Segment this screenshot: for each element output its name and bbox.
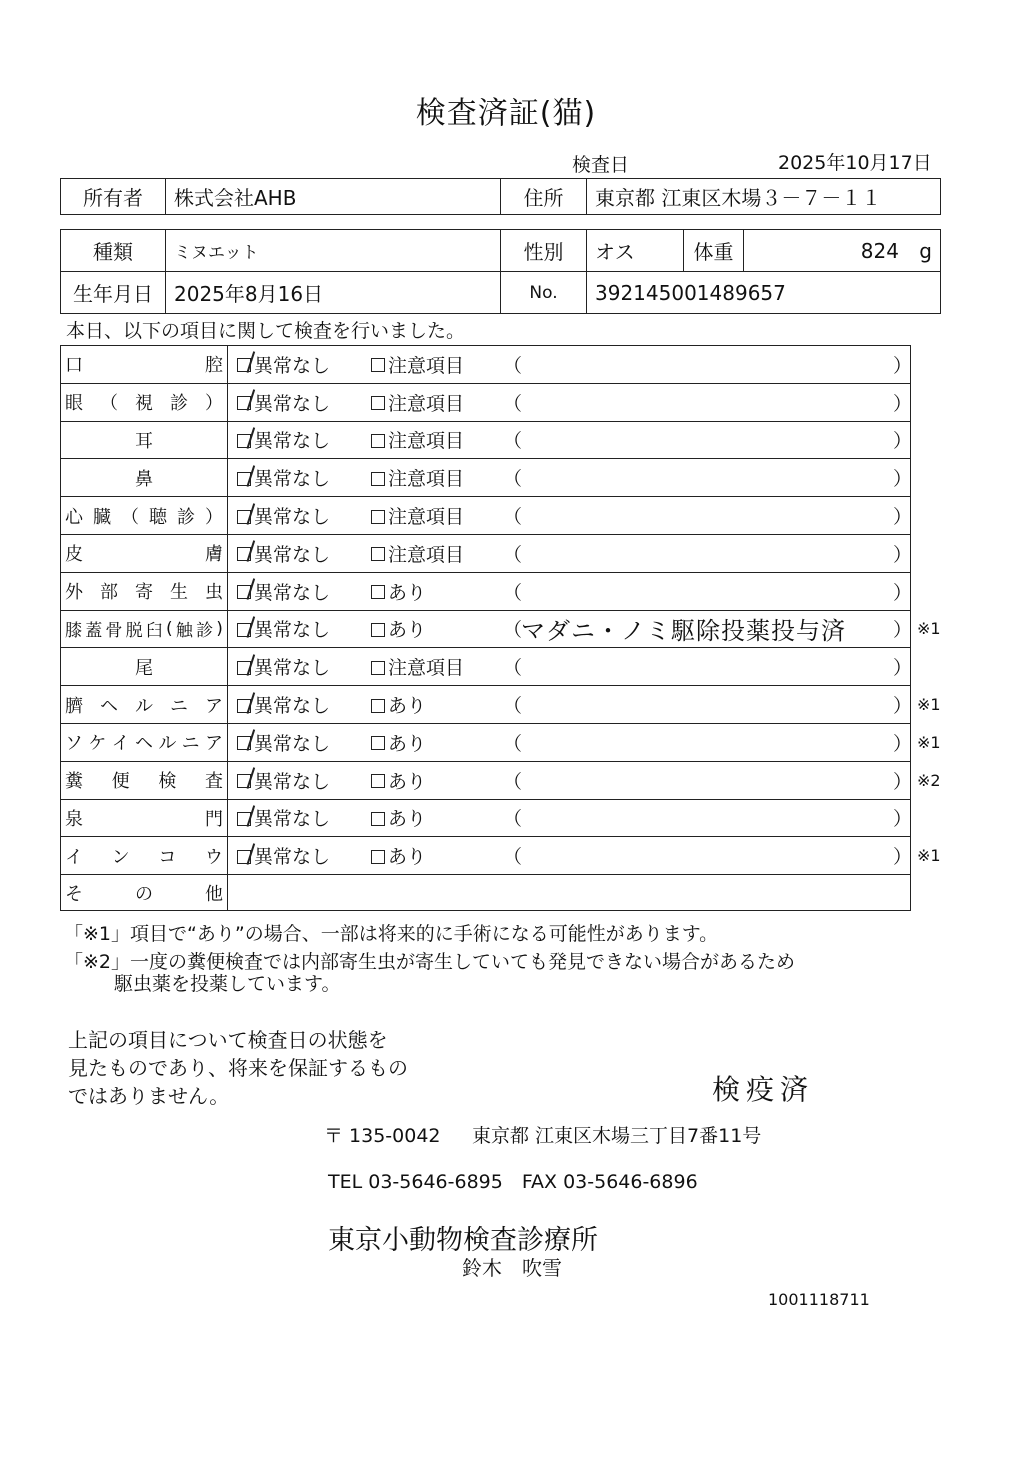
label-char: ソ: [65, 733, 83, 755]
paren-open: （: [503, 581, 523, 604]
normal-option-label: 異常なし: [254, 619, 331, 642]
label-char: 生: [170, 582, 188, 604]
clinic-address: 東京都 江東区木場三丁目7番11号: [472, 1125, 762, 1147]
row-label: [61, 875, 228, 910]
sex-label: 性別: [501, 230, 587, 272]
checkbox-checked-icon[interactable]: [237, 434, 251, 448]
checkbox-checked-icon[interactable]: [237, 547, 251, 561]
normal-option-label: 異常なし: [254, 506, 331, 529]
label-char: ア: [204, 733, 223, 755]
footnote-1: 「※1」項目で“あり”の場合、一部は将来的に手術になる可能性があります。: [64, 923, 719, 945]
pet-table: [60, 229, 941, 314]
serial-number: 1001118711: [768, 1290, 870, 1309]
label-char: 虫: [205, 582, 223, 604]
paren-close: ）: [893, 657, 913, 680]
label-char: そ: [65, 883, 83, 905]
label-char: の: [135, 883, 153, 905]
normal-option: [237, 611, 330, 648]
table-row: [61, 611, 941, 649]
weight-label: 体重: [684, 230, 744, 272]
label-char: 検: [158, 771, 177, 793]
label-char: 外: [65, 582, 83, 604]
normal-option: [237, 346, 330, 383]
row-mark: ※2: [917, 770, 941, 790]
normal-option: [237, 535, 330, 572]
alt-option: [371, 837, 426, 874]
weight-unit: g: [919, 238, 932, 263]
paren-close: ）: [893, 808, 913, 831]
paren-open: （: [503, 732, 523, 755]
checkbox-checked-icon[interactable]: [237, 396, 251, 410]
row-label: [61, 535, 228, 572]
normal-option-label: 異常なし: [254, 657, 331, 680]
normal-option: [237, 497, 330, 534]
alt-option: [371, 497, 464, 534]
normal-option: [237, 459, 330, 496]
row-label: [61, 611, 228, 648]
normal-option: [237, 384, 330, 421]
birth-value: 2025年8月16日: [166, 272, 501, 314]
normal-option: [237, 762, 330, 799]
alt-option-label: 注意項目: [388, 657, 465, 680]
label-char: 蓋: [85, 621, 103, 642]
label-char: 膝: [65, 621, 82, 642]
owner-value: 株式会社AHB: [166, 179, 501, 215]
alt-option-label: 注意項目: [388, 392, 465, 415]
alt-option: [371, 648, 464, 685]
label-char: 臍: [65, 695, 83, 717]
alt-option: [371, 459, 464, 496]
normal-option: [237, 724, 330, 761]
alt-option: [371, 686, 426, 723]
alt-option-label: あり: [388, 581, 427, 604]
checkbox-icon[interactable]: [371, 358, 385, 372]
disclaimer-line: 上記の項目について検査日の状態を: [68, 1028, 388, 1052]
normal-option-label: 異常なし: [254, 581, 331, 604]
alt-option-label: あり: [388, 695, 427, 718]
quarantine-stamp: 検疫済: [712, 1073, 815, 1106]
label-char: コ: [158, 846, 177, 868]
label-char: ): [216, 618, 223, 639]
paren-close: ）: [893, 732, 913, 755]
row-mark: ※1: [917, 732, 941, 752]
row-label: [61, 762, 228, 799]
label-char: 糞: [65, 771, 83, 793]
checkbox-checked-icon[interactable]: [237, 623, 251, 637]
checkbox-icon[interactable]: [371, 623, 385, 637]
paren-open: （: [503, 695, 523, 718]
label-char: ウ: [204, 846, 223, 868]
label-char: (: [166, 618, 173, 639]
paren-close: ）: [893, 543, 913, 566]
alt-option-label: あり: [388, 846, 427, 869]
exam-date: 2025年10月17日: [778, 152, 932, 174]
table-row: [61, 384, 913, 422]
checkbox-icon[interactable]: [371, 585, 385, 599]
table-row: [61, 648, 913, 686]
label-char: 視: [135, 393, 153, 415]
alt-option-label: あり: [388, 770, 427, 793]
label-char: ヘ: [100, 695, 118, 717]
label-char: 皮: [65, 544, 83, 566]
label-char: ン: [111, 846, 130, 868]
label-char: 臓: [93, 506, 111, 528]
label-char: 便: [111, 771, 130, 793]
weight-cell: [744, 230, 941, 272]
row-label: [61, 724, 228, 761]
inspection-table: [60, 345, 941, 911]
label-char: 脱: [125, 621, 143, 642]
row-label: [61, 497, 228, 534]
paren-close: ）: [893, 430, 913, 453]
normal-option-label: 異常なし: [254, 354, 331, 377]
alt-option: [371, 762, 426, 799]
row-label: [61, 686, 228, 723]
doctor-name: 鈴木 吹雪: [462, 1256, 562, 1280]
alt-option-label: 注意項目: [388, 468, 465, 491]
label-char: 口: [65, 355, 83, 377]
row-label: [61, 837, 228, 874]
table-row: [61, 422, 913, 460]
normal-option: [237, 800, 330, 837]
table-row: [61, 459, 913, 497]
exam-date-label: 検査日: [572, 154, 630, 176]
checkbox-checked-icon[interactable]: [237, 774, 251, 788]
label-char: イ: [111, 733, 130, 755]
label-char: 心: [65, 506, 83, 528]
table-row: [61, 837, 941, 875]
alt-option: [371, 611, 426, 648]
row-label: [61, 800, 228, 837]
normal-option-label: 異常なし: [254, 695, 331, 718]
label-char: 査: [204, 771, 223, 793]
checkbox-checked-icon[interactable]: [237, 812, 251, 826]
no-value: 392145001489657: [587, 272, 941, 314]
label-char: 部: [100, 582, 118, 604]
alt-option-label: 注意項目: [388, 506, 465, 529]
paren-open: （: [503, 430, 523, 453]
checkbox-checked-icon[interactable]: [237, 358, 251, 372]
document-title: 検査済証(猫): [415, 96, 597, 131]
label-char: 膚: [205, 544, 223, 566]
label-char: 診: [170, 393, 188, 415]
checkbox-checked-icon[interactable]: [237, 699, 251, 713]
weight-value: 824: [860, 238, 899, 263]
normal-option-label: 異常なし: [254, 468, 331, 491]
alt-option-label: 注意項目: [388, 354, 465, 377]
alt-option: [371, 384, 464, 421]
alt-option-label: あり: [388, 808, 427, 831]
normal-option: [237, 422, 330, 459]
table-row: [61, 686, 941, 724]
label-char: 腔: [205, 355, 223, 377]
paren-open: （: [503, 468, 523, 491]
disclaimer: [68, 1026, 408, 1110]
label-char: ケ: [88, 733, 107, 755]
paren-open: （: [503, 846, 523, 869]
alt-option-label: あり: [388, 732, 427, 755]
row-label: 耳: [61, 422, 228, 459]
label-char: ア: [205, 695, 223, 717]
normal-option-label: 異常なし: [254, 430, 331, 453]
footnote-2: 「※2」一度の糞便検査では内部寄生虫が寄生していても発見できない場合があるため: [64, 951, 796, 973]
row-mark: ※1: [917, 619, 941, 639]
label-char: ヘ: [134, 733, 153, 755]
normal-option-label: 異常なし: [254, 732, 331, 755]
label-char: 診: [196, 621, 214, 642]
table-row: [61, 535, 913, 573]
alt-option-label: あり: [388, 619, 427, 642]
checkbox-icon[interactable]: [371, 661, 385, 675]
alt-option: [371, 724, 426, 761]
paren-open: （: [503, 619, 523, 642]
normal-option-label: 異常なし: [254, 770, 331, 793]
checkbox-icon[interactable]: [371, 396, 385, 410]
row-mark: ※1: [917, 695, 941, 715]
checkbox-checked-icon[interactable]: [237, 736, 251, 750]
disclaimer-line: 見たものであり、将来を保証するもの: [68, 1056, 408, 1080]
normal-option-label: 異常なし: [254, 808, 331, 831]
label-char: ル: [135, 695, 153, 717]
checkbox-checked-icon[interactable]: [237, 472, 251, 486]
address-value: 東京都 江東区木場３－７－１１: [587, 179, 941, 215]
breed-label: 種類: [61, 230, 166, 272]
alt-option-label: 注意項目: [388, 430, 465, 453]
postal-code: 〒 135-0042: [324, 1125, 441, 1147]
paren-close: ）: [893, 354, 913, 377]
normal-option-label: 異常なし: [254, 543, 331, 566]
table-row: [61, 346, 913, 384]
checkbox-icon[interactable]: [371, 510, 385, 524]
row-label: [61, 346, 228, 383]
label-char: 寄: [135, 582, 153, 604]
normal-option-label: 異常なし: [254, 392, 331, 415]
normal-option: [237, 573, 330, 610]
paren-close: ）: [893, 468, 913, 491]
label-char: ニ: [181, 733, 200, 755]
alt-option: [371, 346, 464, 383]
label-char: ）: [205, 393, 223, 415]
row-mark: ※1: [917, 846, 941, 866]
alt-option: [371, 535, 464, 572]
label-char: 門: [205, 808, 223, 830]
clinic-name: 東京小動物検査診療所: [328, 1225, 598, 1256]
label-char: イ: [65, 846, 83, 868]
label-char: 他: [205, 883, 223, 905]
checkbox-icon[interactable]: [371, 850, 385, 864]
sex-value: オス: [587, 230, 684, 272]
paren-open: （: [503, 543, 523, 566]
birth-label: 生年月日: [61, 272, 166, 314]
paren-open: （: [503, 657, 523, 680]
breed-value: ミヌエット: [166, 230, 501, 272]
label-char: （: [100, 393, 118, 415]
label-char: 診: [177, 506, 195, 528]
row-label: 尾: [61, 648, 228, 685]
disclaimer-line: ではありません。: [68, 1084, 230, 1108]
paren-open: （: [503, 770, 523, 793]
checkbox-checked-icon[interactable]: [237, 510, 251, 524]
normal-option-label: 異常なし: [254, 846, 331, 869]
paren-close: ）: [893, 506, 913, 529]
label-char: 臼: [145, 621, 163, 642]
paren-open: （: [503, 392, 523, 415]
label-char: 聴: [149, 506, 167, 528]
paren-close: ）: [893, 581, 913, 604]
checkbox-icon[interactable]: [371, 547, 385, 561]
table-row-other: [61, 875, 910, 910]
owner-label: 所有者: [61, 179, 166, 215]
alt-option-label: 注意項目: [388, 543, 465, 566]
label-char: 骨: [105, 621, 123, 642]
paren-close: ）: [893, 392, 913, 415]
paren-close: ）: [893, 619, 913, 642]
label-char: ニ: [170, 695, 188, 717]
checkbox-icon[interactable]: [371, 434, 385, 448]
table-row: [61, 497, 913, 535]
row-note: マダニ・ノミ駆除投薬投与済: [521, 617, 846, 646]
label-char: 眼: [65, 393, 83, 415]
owner-table: [60, 178, 941, 215]
checkbox-icon[interactable]: [371, 472, 385, 486]
intro-text: 本日、以下の項目に関して検査を行いました。: [66, 320, 466, 342]
row-label: [61, 384, 228, 421]
tel-fax: TEL 03-5646-6895 FAX 03-5646-6896: [328, 1171, 698, 1193]
label-char: 触: [175, 621, 193, 642]
no-label: No.: [501, 272, 587, 314]
paren-open: （: [503, 354, 523, 377]
row-label: [61, 573, 228, 610]
checkbox-icon[interactable]: [371, 774, 385, 788]
normal-option: [237, 837, 330, 874]
checkbox-icon[interactable]: [371, 736, 385, 750]
paren-open: （: [503, 506, 523, 529]
paren-close: ）: [893, 770, 913, 793]
normal-option: [237, 648, 330, 685]
table-row: [61, 762, 941, 800]
checkbox-icon[interactable]: [371, 699, 385, 713]
checkbox-checked-icon[interactable]: [237, 661, 251, 675]
checkbox-icon[interactable]: [371, 812, 385, 826]
alt-option: [371, 573, 426, 610]
normal-option: [237, 686, 330, 723]
checkbox-checked-icon[interactable]: [237, 585, 251, 599]
footnote-2-cont: 駆虫薬を投薬しています。: [114, 973, 341, 995]
label-char: ）: [205, 506, 223, 528]
row-label: 鼻: [61, 459, 228, 496]
table-row: [61, 573, 913, 611]
label-char: ル: [158, 733, 177, 755]
table-row: [61, 724, 941, 762]
label-char: （: [121, 506, 139, 528]
paren-close: ）: [893, 846, 913, 869]
table-row: [61, 800, 913, 838]
alt-option: [371, 422, 464, 459]
paren-close: ）: [893, 695, 913, 718]
paren-open: （: [503, 808, 523, 831]
checkbox-checked-icon[interactable]: [237, 850, 251, 864]
alt-option: [371, 800, 426, 837]
label-char: 泉: [65, 808, 83, 830]
address-label: 住所: [501, 179, 587, 215]
